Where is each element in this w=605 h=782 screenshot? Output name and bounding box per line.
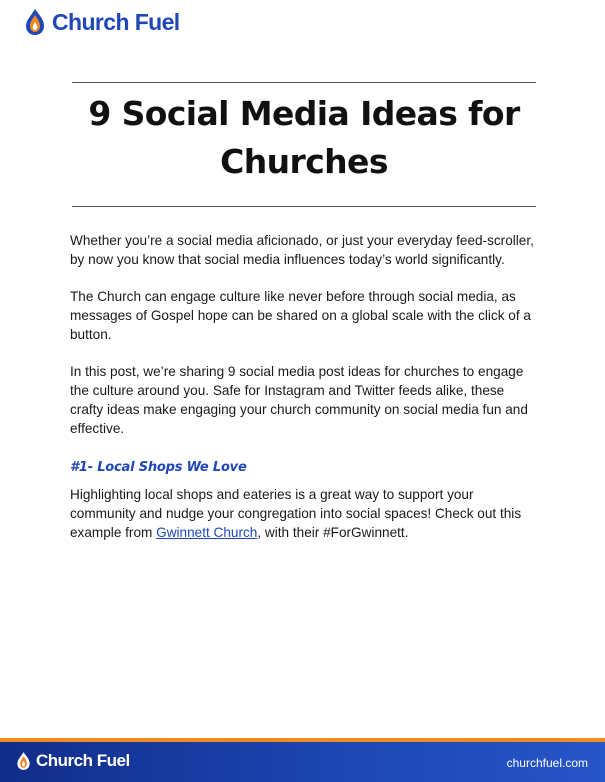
footer-logo [16, 751, 130, 771]
local-shops-paragraph [70, 485, 540, 542]
page-title [72, 90, 536, 186]
post-overview-paragraph: In this post, we’re sharing 9 social media post ideas for churches to engage the culture around you. Safe for Instagram and Twitter feeds alike, these crafty ideas make engaging your church community on social media fun and effective. [70, 364, 528, 436]
title-top-divider [72, 82, 536, 83]
footer-bar [0, 738, 605, 782]
footer-website-url[interactable]: churchfuel.com [506, 756, 588, 770]
title-line-1: 9 Social Media Ideas for [88, 94, 520, 133]
title-bottom-divider [72, 206, 536, 207]
local-shops-text-end: , with their #ForGwinnett. [257, 525, 409, 540]
section-heading-local-shops: #1- Local Shops We Love [70, 460, 247, 475]
church-engage-paragraph: The Church can engage culture like never before through social media, as messages of Gospel hope can be shared on a global scale with the click of a button. [70, 289, 531, 342]
intro-paragraph: Whether you’re a social media aficionado, or just your everyday feed-scroller, by now you know that social media influences today’s world significantly. [70, 233, 534, 267]
church-fuel-logo [24, 8, 180, 36]
church-fuel-flame-icon [16, 751, 31, 771]
title-line-2: Churches [220, 142, 388, 181]
brand-name: Church Fuel [52, 8, 180, 35]
gwinnett-church-link[interactable]: Gwinnett Church [156, 525, 258, 540]
article-body [70, 231, 540, 560]
footer-brand-name: Church Fuel [36, 751, 130, 770]
church-fuel-flame-icon [24, 8, 46, 36]
local-shops-text: Highlighting local shops and eateries is a great way to support your community and nudge your congregation into social spaces! Check out this example from [70, 487, 522, 540]
